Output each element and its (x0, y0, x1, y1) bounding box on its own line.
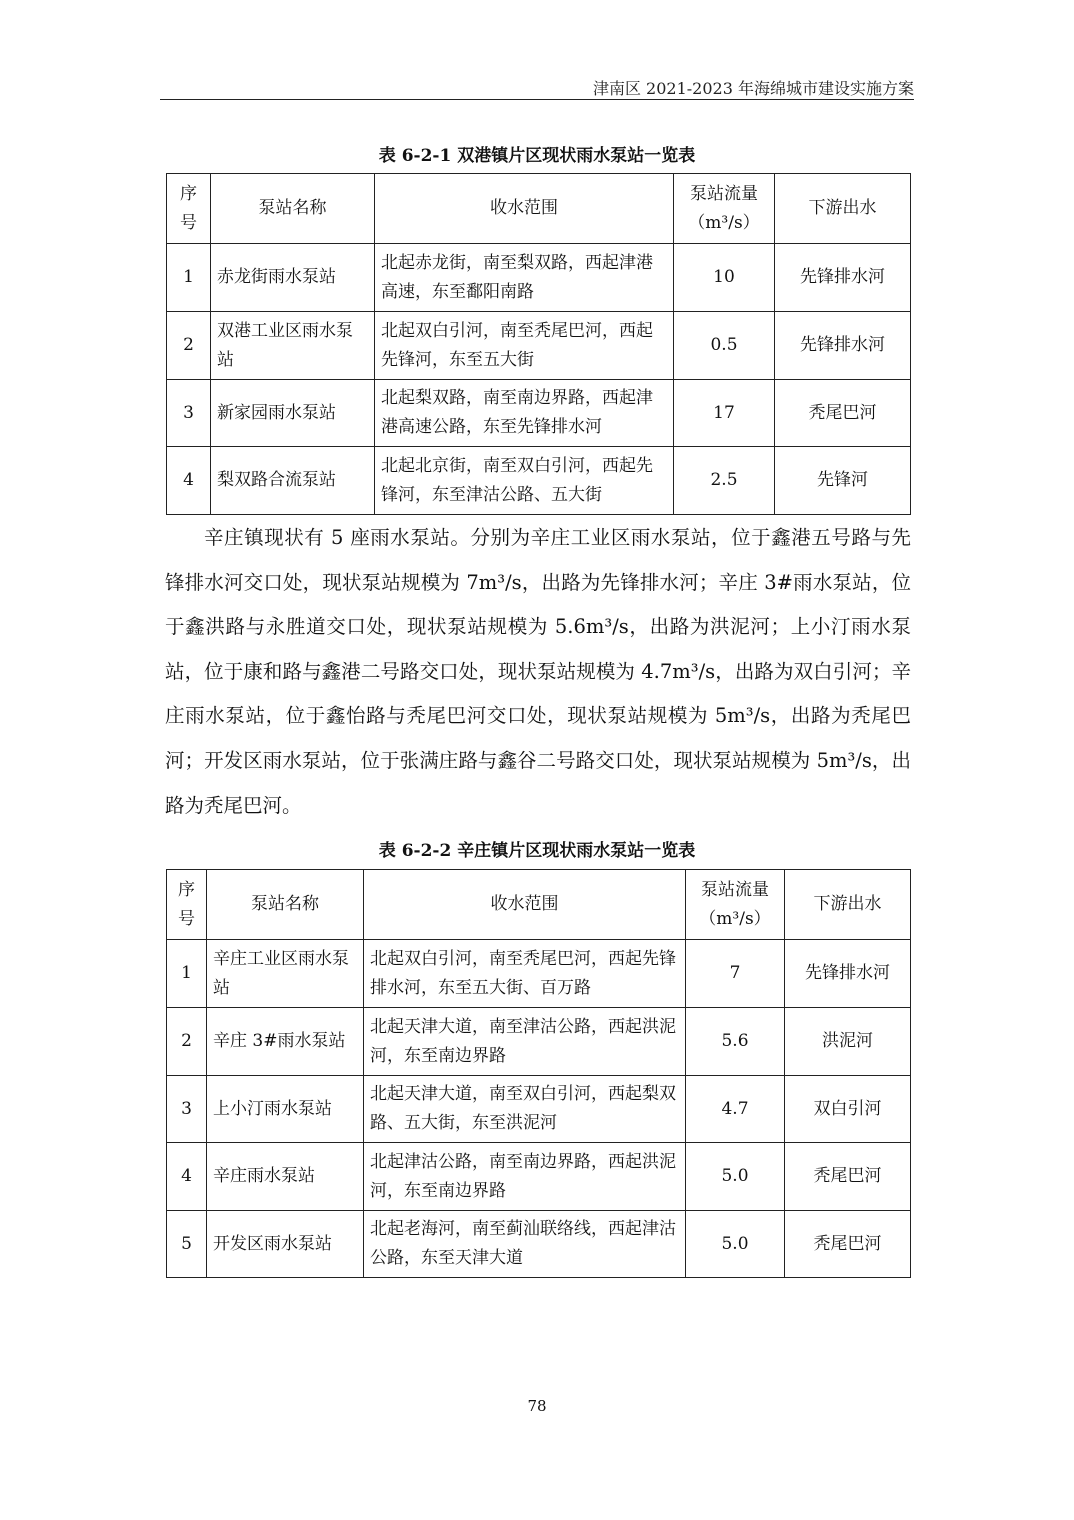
row-range: 北起赤龙街，南至梨双路，西起津港高速，东至鄱阳南路 (375, 244, 674, 312)
table-row (167, 447, 911, 515)
row-range: 北起梨双路，南至南边界路，西起津港高速公路，东至先锋排水河 (375, 380, 674, 447)
row-flow: 7 (686, 940, 785, 1008)
row-outlet: 先锋河 (775, 447, 911, 515)
header-range: 收水范围 (375, 174, 674, 244)
row-outlet: 先锋排水河 (775, 244, 911, 312)
body-paragraph: 辛庄镇现状有 5 座雨水泵站。分别为辛庄工业区雨水泵站，位于鑫港五号路与先锋排水河交口处，现状泵站规模为 7m³/s，出路为先锋排水河；辛庄 3#雨水泵站，位于鑫洪路与永胜道交口处，现状泵站规模为 5.6m³/s，出路为洪泥河；上小汀雨水泵站，位于康和路与鑫港二号路交口处，现状泵站规模为 4.7m³/s，出路为双白引河；辛庄雨水泵站，位于鑫怡路与秃尾巴河交口处，现状泵站规模为 5m³/s，出路为秃尾巴河；开发区雨水泵站，位于张满庄路与鑫谷二号路交口处，现状泵站规模为 5m³/s，出路为秃尾巴河。 (165, 526, 911, 817)
row-index: 1 (167, 244, 211, 312)
header-name: 泵站名称 (211, 174, 375, 244)
row-range: 北起双白引河，南至秃尾巴河，西起先锋河，东至五大街 (375, 312, 674, 380)
row-outlet: 秃尾巴河 (785, 1211, 911, 1278)
header-index: 序号 (167, 870, 207, 940)
row-range: 北起双白引河，南至秃尾巴河，西起先锋排水河，东至五大街、百万路 (364, 940, 686, 1008)
row-outlet: 秃尾巴河 (775, 380, 911, 447)
row-range: 北起天津大道，南至双白引河，西起梨双路、五大街，东至洪泥河 (364, 1076, 686, 1143)
row-flow: 5.0 (686, 1143, 785, 1211)
running-header-title: 津南区 2021-2023 年海绵城市建设实施方案 (592, 79, 914, 98)
table2 (166, 869, 911, 1278)
row-index: 4 (167, 1143, 207, 1211)
row-index: 3 (167, 1076, 207, 1143)
table1 (166, 173, 911, 515)
row-name: 上小汀雨水泵站 (207, 1076, 364, 1143)
row-index: 3 (167, 380, 211, 447)
row-range: 北起天津大道，南至津沽公路，西起洪泥河，东至南边界路 (364, 1008, 686, 1076)
header-range: 收水范围 (364, 870, 686, 940)
row-name: 辛庄工业区雨水泵站 (207, 940, 364, 1008)
table2-header-row (167, 870, 911, 940)
table2-caption: 表 6-2-2 辛庄镇片区现状雨水泵站一览表 (378, 841, 696, 861)
table-row (167, 1076, 911, 1143)
row-name: 双港工业区雨水泵站 (211, 312, 375, 380)
table-row (167, 380, 911, 447)
header-flow: 泵站流量（m³/s） (686, 870, 785, 940)
row-name: 开发区雨水泵站 (207, 1211, 364, 1278)
row-index: 1 (167, 940, 207, 1008)
row-flow: 4.7 (686, 1076, 785, 1143)
row-index: 4 (167, 447, 211, 515)
row-name: 辛庄 3#雨水泵站 (207, 1008, 364, 1076)
table1-caption: 表 6-2-1 双港镇片区现状雨水泵站一览表 (378, 146, 696, 166)
row-index: 2 (167, 1008, 207, 1076)
row-flow: 10 (674, 244, 775, 312)
header-name: 泵站名称 (207, 870, 364, 940)
row-range: 北起老海河，南至蓟汕联络线，西起津沽公路，东至天津大道 (364, 1211, 686, 1278)
row-index: 2 (167, 312, 211, 380)
row-outlet: 秃尾巴河 (785, 1143, 911, 1211)
table-row (167, 940, 911, 1008)
row-index: 5 (167, 1211, 207, 1278)
row-outlet: 双白引河 (785, 1076, 911, 1143)
row-name: 新家园雨水泵站 (211, 380, 375, 447)
row-name: 梨双路合流泵站 (211, 447, 375, 515)
page-number: 78 (527, 1397, 547, 1415)
row-flow: 0.5 (674, 312, 775, 380)
row-name: 辛庄雨水泵站 (207, 1143, 364, 1211)
row-outlet: 先锋排水河 (785, 940, 911, 1008)
table-row (167, 1211, 911, 1278)
header-rule (160, 99, 914, 100)
row-outlet: 洪泥河 (785, 1008, 911, 1076)
table-row (167, 1008, 911, 1076)
row-flow: 5.6 (686, 1008, 785, 1076)
row-outlet: 先锋排水河 (775, 312, 911, 380)
header-outlet: 下游出水 (775, 174, 911, 244)
row-name: 赤龙街雨水泵站 (211, 244, 375, 312)
header-index: 序号 (167, 174, 211, 244)
table1-header-row (167, 174, 911, 244)
table-row (167, 312, 911, 380)
table-row (167, 244, 911, 312)
row-range: 北起津沽公路，南至南边界路，西起洪泥河，东至南边界路 (364, 1143, 686, 1211)
header-flow: 泵站流量（m³/s） (674, 174, 775, 244)
table-row (167, 1143, 911, 1211)
row-range: 北起北京街，南至双白引河，西起先锋河，东至津沽公路、五大街 (375, 447, 674, 515)
row-flow: 5.0 (686, 1211, 785, 1278)
header-outlet: 下游出水 (785, 870, 911, 940)
row-flow: 17 (674, 380, 775, 447)
row-flow: 2.5 (674, 447, 775, 515)
